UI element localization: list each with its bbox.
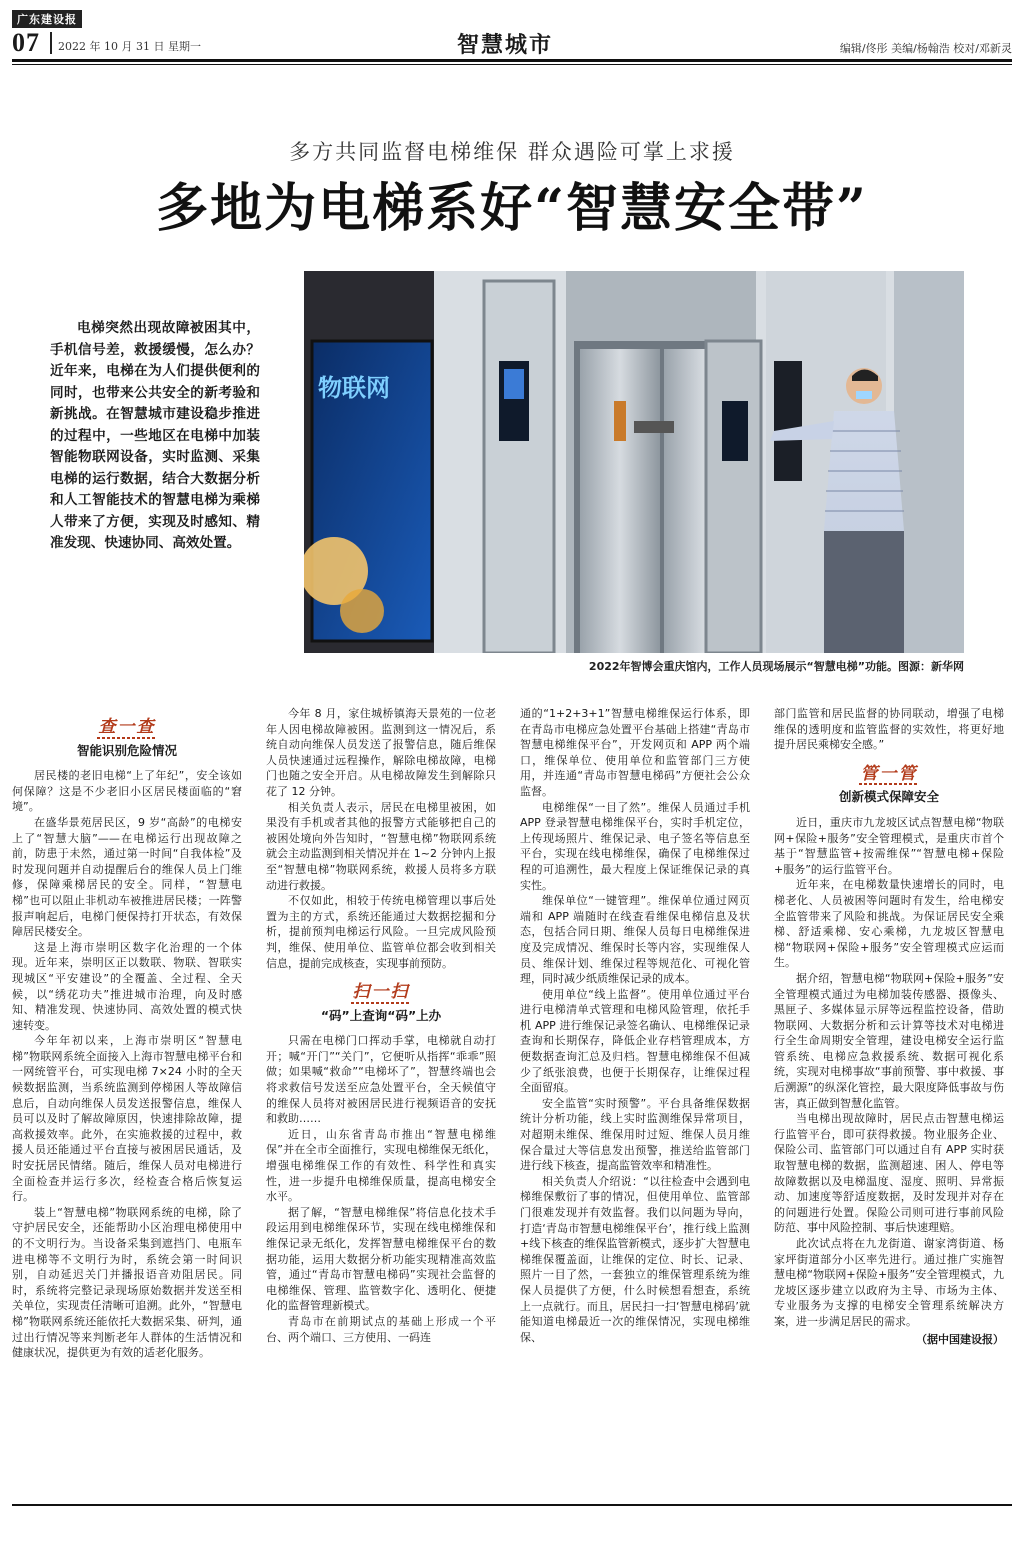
body-column-2 <box>266 706 496 1345</box>
editor-credits: 编辑/佟彤 美编/杨翰浩 校对/邓新灵 <box>839 42 1012 55</box>
section-subtitle: 智能识别危险情况 <box>76 742 177 758</box>
section-subtitle: “码”上查询“码”上办 <box>320 1007 442 1023</box>
section-title: 扫一扫 <box>266 985 496 1004</box>
exhibit-screen-text: 物联网 <box>318 374 390 402</box>
body-paragraph: 在盛华景苑居民区，9 岁“高龄”的电梯安上了“智慧大脑”——在电梯运行出现故障之前，防患于未然，通过第一时间“自我体检”及时发现问题并自动提醒后台的维保人员上门维修，保障乘梯居民的安全。同样，“智慧电梯”也可以阻止非机动车被推进居民楼；一阵警报声响起后，电梯门便保持打开状态，有效保障居民楼安全。 <box>12 815 242 939</box>
body-paragraph: 装上“智慧电梯”物联网系统的电梯，除了守护居民安全，还能帮助小区治理电梯使用中的不文明行为。当设备采集到遮挡门、电瓶车进电梯等不文明行为时，系统会第一时间识别，自动延迟关门并播报语音劝阻居民。同时，系统将完整记录现场原始数据并发送至相关单位，实现责任清晰可追溯。此外，“智慧电梯”物联网系统还能依托大数据采集、研判，通过出行情况等来判断老年人群体的生活情况和健康状况，提供更为有效的适老化服务。 <box>12 1205 242 1360</box>
body-paragraph: 部门监管和居民监督的协同联动，增强了电梯维保的透明度和监管监督的实效性，将更好地提升居民乘梯安全感。” <box>774 707 1004 752</box>
body-paragraph: 居民楼的老旧电梯“上了年纪”，安全该如何保障？这是不少老旧小区居民楼面临的“窘境”。 <box>12 769 242 814</box>
body-paragraph: 此次试点将在九龙街道、谢家湾街道、杨家坪街道部分小区率先进行。通过推广实施智慧电梯“物联网+保险+服务”安全管理模式，九龙坡区逐步建立以政府为主导、市场为主体、专业服务为支撑的电梯安全管理系统解决方案，进一步满足居民的需求。 <box>774 1237 1004 1328</box>
body-paragraph: 近年来，在电梯数量快速增长的同时，电梯老化、人员被困等问题时有发生，给电梯安全监管带来了风险和挑战。为保证居民安全乘梯、舒适乘梯、安心乘梯，九龙坡区智慧电梯“物联网+保险+服务”安全管理模式应运而生。 <box>774 878 1004 970</box>
body-paragraph: 安全监管“实时预警”。平台具备维保数据统计分析功能，线上实时监测维保异常项目，对超期未维保、维保用时过短、维保人员月维保合量过大等信息发出预警，推送给监管部门进行线下核查，提高监管效率和精准性。 <box>520 1096 750 1173</box>
page-number-divider <box>50 32 52 54</box>
body-paragraph: 通的“1+2+3+1”智慧电梯维保运行体系，即在青岛市电梯应急处置平台基础上搭建“青岛市智慧电梯维保平台”，开发网页和 APP 两个端口，维保单位、使用单位和监管部门三方使用，并连通“青岛市智慧电梯码”方便社会公众监督。 <box>520 707 750 798</box>
body-column-1 <box>12 706 242 1361</box>
section-title: 智慧城市 <box>457 33 554 58</box>
body-column-3 <box>520 706 750 1345</box>
masthead <box>12 10 1012 62</box>
elevator-exhibit-illustration <box>304 271 964 653</box>
article-subheadline: 多方共同监督电梯维保 群众遇险可掌上求援 <box>289 140 735 164</box>
body-paragraph: 据介绍，智慧电梯“物联网+保险+服务”安全管理模式通过为电梯加装传感器、摄像头、黑匣子、多媒体显示屏等远程监控设备，借助物联网、大数据分析和云计算等技术对电梯进行全生命周期安全管理，建设电梯安全运行监管系统、电梯应急救援系统、数据可视化系统，实现对电梯事故“事前预警、事中救援、事后溯源”的纵深化管控，最大限度降低事故与伤害，真正做到智慧化监管。 <box>774 971 1004 1110</box>
issue-date: 2022 年 10 月 31 日 星期一 <box>58 40 201 53</box>
photo-caption: 2022年智博会重庆馆内，工作人员现场展示“智慧电梯”功能。图源：新华网 <box>588 660 964 673</box>
body-paragraph: 青岛市在前期试点的基础上形成一个平台、两个端口、三方使用、一码连 <box>266 1314 496 1344</box>
body-paragraph: 这是上海市崇明区数字化治理的一个体现。近年来，崇明区正以数联、物联、智联实现城区“平安建设”的全覆盖、全过程、全天候，以“绣花功夫”推进城市治理，向及时感知、精准发现、快速协同、高效处置的模式快速转变。 <box>12 940 242 1032</box>
article-headline: 多地为电梯系好“智慧安全带” <box>156 178 868 239</box>
masthead-rule <box>12 59 1012 62</box>
body-paragraph: 相关负责人介绍说：“以往检查中会遇到电梯维保敷衍了事的情况，但使用单位、监管部门很难发现并有效监督。我们以问题为导向，打造‘青岛市智慧电梯维保平台’，推行线上监测+线下核查的维保监管新模式，逐步扩大智慧电梯维保覆盖面，让维保的定位、时长、记录、照片一目了然，一套独立的维保管理系统为维保人员提供了方便，什么时候想看想查，系统上一点就行。而且，居民扫一扫‘智慧电梯码’就能知道电梯最近一次的维保情况，实现电梯维保、 <box>520 1174 750 1344</box>
body-paragraph: 维保单位“一键管理”。维保单位通过网页端和 APP 端随时在线查看维保电梯信息及状态，包括合同日期、维保人员每日电梯维保进度及完成情况、维保时长等内容，实现维保人员、维保计划、维保过程等规范化、可视化管理，同时减少纸质维保记录的成本。 <box>520 894 750 986</box>
paper-name: 广东建设报 <box>12 10 82 28</box>
masthead-rule-thin <box>12 64 1012 65</box>
article-lead: 电梯突然出现故障被困其中，手机信号差，救援缓慢，怎么办？近年来，电梯在为人们提供便利的同时，也带来公共安全的新考验和新挑战。在智慧城市建设稳步推进的过程中，一些地区在电梯中加装智能物联网设备，实时监测、采集电梯的运行数据，结合大数据分析和人工智能技术的智慧电梯为乘梯人带来了方便，实现及时感知、精准发现、快速协同、高效处置。 <box>50 320 260 551</box>
body-paragraph: 相关负责人表示，居民在电梯里被困，如果没有手机或者其他的报警方式能够把自己的被困处境向外告知时，“智慧电梯”物联网系统就会主动监测到相关情况并在 1~2 分钟内上报至“智慧电梯”物联网系统，救援人员将多方联动进行救援。 <box>266 800 496 892</box>
body-paragraph: 近日，山东省青岛市推出“智慧电梯维保”并在全市全面推行，实现电梯维保无纸化，增强电梯维保工作的有效性、科学性和真实性，进一步提升电梯维保质量，提高电梯安全水平。 <box>266 1127 496 1204</box>
body-paragraph: 据了解，“智慧电梯维保”将信息化技术手段运用到电梯维保环节，实现在线电梯维保和维保记录无纸化，发挥智慧电梯维保平台的数据功能，运用大数据分析功能实现精准高效监管，通过“青岛市智慧电梯码”实现社会监督的电梯维保、管理、监管数字化、透明化、便捷化的监督管理新模式。 <box>266 1205 496 1313</box>
section-heading <box>266 982 496 1023</box>
section-heading <box>12 717 242 758</box>
section-subtitle: 创新模式保障安全 <box>838 789 939 805</box>
article-photo <box>304 271 964 653</box>
body-paragraph: 今年 8 月，家住城桥镇海天景苑的一位老年人因电梯故障被困。监测到这一情况后，系统自动向维保人员发送了报警信息，随后维保人员快速通过远程操作，解除电梯故障，电梯门也随之安全开启。从电梯故障发生到解除只花了 12 分钟。 <box>266 707 496 798</box>
body-paragraph: 不仅如此，相较于传统电梯管理以事后处置为主的方式，系统还能通过大数据挖掘和分析，提前预判电梯运行风险。一旦完成风险预判，维保、使用单位、监管单位都会收到相关信息，提前完成核查，实现事前预防。 <box>266 894 496 970</box>
section-title: 管一管 <box>774 767 1004 786</box>
article-source: （据中国建设报） <box>916 1332 1004 1346</box>
body-paragraph: 今年年初以来，上海市崇明区“智慧电梯”物联网系统全面接入上海市智慧电梯平台和一网统管平台，可实现电梯 7×24 小时的全天候数据监测，当系统监测到停梯困人等故障信息后，自动向维保人员发送报警信息，维保人员可以及时了解故障原因，快速排除故障，提高救援效率。此外，在实施救援的过程中，救援人员还能通过平台直接与被困居民通话，及时安抚居民情绪。随后，维保人员对电梯进行全面检查并运行多次，经检查合格后恢复运行。 <box>12 1034 242 1204</box>
body-paragraph: 当电梯出现故障时，居民点击智慧电梯运行监管平台，即可获得救援。物业服务企业、保险公司、监管部门可以通过自有 APP 实时获取智慧电梯的数据，监测超速、困人、停电等故障数据以及电梯温度、湿度、照明、异常振动、加速度等舒适度数据，及时发现并对存在的问题进行处置。保险公司则可进行事前风险防范、事中风险控制、事后快速理赔。 <box>774 1112 1004 1235</box>
section-title: 查一查 <box>12 720 242 739</box>
body-paragraph: 近日，重庆市九龙坡区试点智慧电梯“物联网+保险+服务”安全管理模式，是重庆市首个基于“智慧监管+按需维保”“智慧电梯+保险+服务”的运行监管平台。 <box>774 815 1004 876</box>
page-bottom-rule <box>12 1504 1012 1506</box>
body-paragraph: 只需在电梯门口挥动手掌，电梯就自动打开；喊“开门”“关门”，它便听从指挥“乖乖”照做；如果喊“救命”“电梯坏了”，智慧终端也会将求救信号发送至应急处置平台，全天候值守的维保人员将对被困居民进行视频语音的安抚和救助…… <box>266 1034 496 1126</box>
section-heading <box>774 763 1004 805</box>
page-number: 07 <box>12 28 40 57</box>
body-paragraph: 电梯维保“一目了然”。维保人员通过手机 APP 登录智慧电梯维保平台，实时手机定位，上传现场照片、维保记录、电子签名等信息至平台，实现在线电梯维保，确保了电梯维保过程的可追溯性，最大程度上保证维保记录的真实性。 <box>520 800 750 892</box>
body-column-4 <box>774 706 1004 1347</box>
body-paragraph: 使用单位“线上监督”。使用单位通过平台进行电梯清单式管理和电梯风险管理，依托手机 APP 进行维保记录签名确认、电梯维保记录查询和长期保存，降低企业存档管理成本，方便数据查询汇总及归档。智慧电梯维保不但减少了纸张浪费，也便于长期保存，让维保过程全面留痕。 <box>520 987 750 1095</box>
